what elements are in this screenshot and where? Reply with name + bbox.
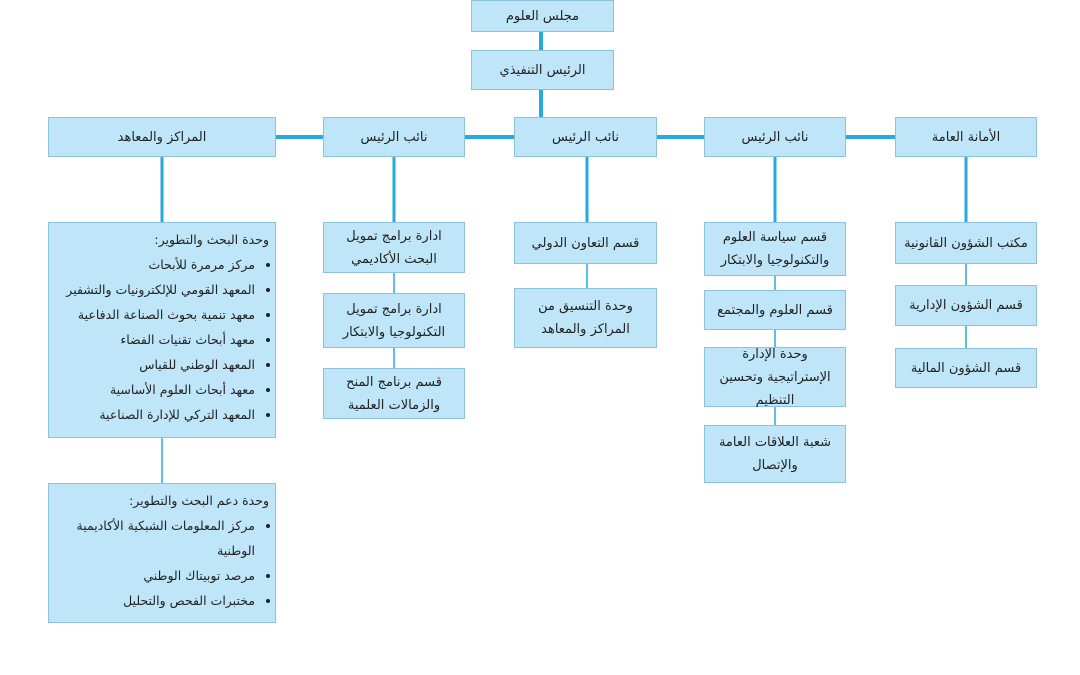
unit-grants-fellowships: قسم برنامج المنح والزمالات العلمية xyxy=(323,368,465,419)
unit-financial-affairs: قسم الشؤون المالية xyxy=(895,348,1037,388)
unit-legal-affairs: مكتب الشؤون القانونية xyxy=(895,222,1037,264)
box-vp-science: نائب الرئيس xyxy=(704,117,846,157)
list-item: • معهد أبحاث العلوم الأساسية xyxy=(55,377,255,402)
box-secretariat: الأمانة العامة xyxy=(895,117,1037,157)
list-item: • معهد أبحاث تقنيات الفضاء xyxy=(55,327,255,352)
unit-strategic-management: وحدة الإدارة الإستراتيجية وتحسين التنظيم xyxy=(704,347,846,407)
list-item: • مركز مرمرة للأبحاث xyxy=(55,252,255,277)
unit-sti-policy: قسم سياسة العلوم والتكنولوجيا والابتكار xyxy=(704,222,846,276)
unit-academic-funding: ادارة برامج تمويل البحث الأكاديمي xyxy=(323,222,465,273)
rd-unit-heading: وحدة البحث والتطوير: xyxy=(154,232,269,247)
unit-rd-support-list xyxy=(48,483,276,623)
unit-international-cooperation: قسم التعاون الدولي xyxy=(514,222,657,264)
rd-support-heading: وحدة دعم البحث والتطوير: xyxy=(129,493,269,508)
list-item: • المعهد القومي للإلكترونيات والتشفير xyxy=(55,277,255,302)
rd-support-items xyxy=(55,513,269,613)
list-item: • مركز المعلومات الشبكية الأكاديمية الوطنية xyxy=(55,513,255,563)
rd-unit-items xyxy=(55,252,269,427)
unit-science-society: قسم العلوم والمجتمع xyxy=(704,290,846,330)
list-item: • مختبرات الفحص والتحليل xyxy=(55,588,255,613)
box-vp-international: نائب الرئيس xyxy=(514,117,657,157)
unit-centers-coordination: وحدة التنسيق من المراكز والمعاهد xyxy=(514,288,657,348)
unit-public-relations: شعبة العلاقات العامة والإتصال xyxy=(704,425,846,483)
box-centers: المراكز والمعاهد xyxy=(48,117,276,157)
list-item: • مرصد توبيتاك الوطني xyxy=(55,563,255,588)
box-vp-funding: نائب الرئيس xyxy=(323,117,465,157)
box-executive: الرئيس التنفيذي xyxy=(471,50,614,90)
unit-technology-funding: ادارة برامج تمويل التكنولوجيا والابتكار xyxy=(323,293,465,348)
box-board: مجلس العلوم xyxy=(471,0,614,32)
list-item: • المعهد التركي للإدارة الصناعية xyxy=(55,402,255,427)
list-item: • معهد تنمية بحوث الصناعة الدفاعية xyxy=(55,302,255,327)
unit-rd-list xyxy=(48,222,276,438)
unit-admin-affairs: قسم الشؤون الإدارية xyxy=(895,285,1037,326)
list-item: • المعهد الوطني للقياس xyxy=(55,352,255,377)
